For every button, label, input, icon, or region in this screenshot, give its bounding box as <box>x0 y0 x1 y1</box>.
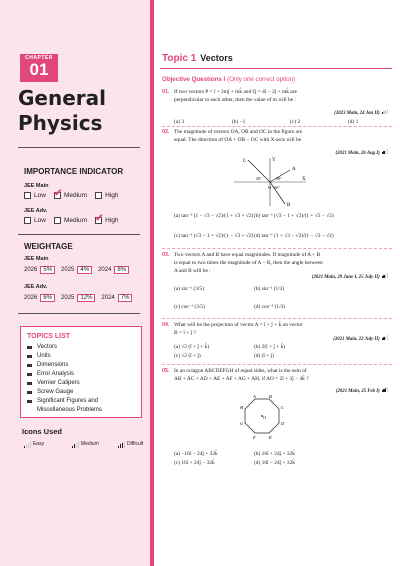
option-b[interactable]: (b) 2(î + ĵ + k̂) <box>254 344 286 350</box>
topic-item[interactable] <box>27 398 98 404</box>
option-label: Medium <box>63 192 88 199</box>
option-d[interactable]: (d) cos⁻¹ (1/3) <box>254 304 286 310</box>
option-label: Low <box>34 217 46 224</box>
bullet-icon <box>27 382 32 385</box>
question-reference <box>333 335 388 344</box>
option-label: Low <box>34 192 46 199</box>
figure-label: O <box>268 185 272 190</box>
question-line: In an octagon ABCDEFGH of equal sides, what is the sum of <box>174 368 307 374</box>
weightage-year: 2024 <box>98 267 112 273</box>
option-c[interactable]: (c) 2 <box>290 119 301 125</box>
figure-label: C <box>243 159 247 164</box>
question-line: A and B will be : <box>174 268 211 274</box>
question-number: 03. <box>162 252 170 258</box>
option-c[interactable]: (c) tan⁻¹ (√3 − 1 + √2)/(1 − √3 + √2) <box>174 233 254 239</box>
objective-note: (Only one correct option) <box>227 76 296 83</box>
topic-label: Significant Figures and <box>37 398 99 404</box>
difficulty-medium-icon <box>72 441 79 448</box>
reference-text: (2021 Main, 25 Feb I) <box>335 389 380 394</box>
option-b[interactable]: (b) tan⁻¹ (√3 − 1 + √2)/(1 + √3 − √2) <box>254 213 334 219</box>
topic-item[interactable] <box>27 380 80 386</box>
option-d[interactable]: (d) (î + ĵ) <box>254 353 274 359</box>
weightage-title: WEIGHTAGE <box>24 242 73 251</box>
difficulty-medium-icon <box>382 273 388 278</box>
topic-item[interactable] <box>27 371 74 377</box>
question-text <box>174 88 392 104</box>
question-5 <box>162 367 392 477</box>
figure-label: O <box>263 415 266 420</box>
topic-label: Units <box>37 353 51 359</box>
topics-list-title: TOPICS LIST <box>27 333 71 340</box>
question-reference <box>336 387 388 396</box>
weightage-year: 2024 <box>101 295 115 301</box>
figure-label: E <box>269 435 272 440</box>
topics-list-box <box>20 326 142 418</box>
chapter-badge <box>20 54 58 82</box>
topic-name: Vectors <box>200 53 233 63</box>
chapter-sidebar <box>0 0 150 566</box>
option-a[interactable]: (a) sin⁻¹ (3/5) <box>174 286 204 292</box>
bullet-icon <box>27 373 32 376</box>
question-number: 01. <box>162 89 170 95</box>
figure-label: D <box>281 421 285 426</box>
objective-heading <box>162 76 295 83</box>
topic-item[interactable] <box>27 353 51 359</box>
bullet-icon <box>27 400 32 403</box>
option-label: High <box>105 192 119 199</box>
chapter-title-line2: Physics <box>18 111 103 135</box>
bullet-icon <box>27 346 32 349</box>
figure-label: A <box>253 395 256 399</box>
topic-item-continued[interactable] <box>37 407 102 413</box>
icons-used-title: Icons Used <box>22 427 63 436</box>
weightage-value: 5% <box>40 266 55 274</box>
importance-title: IMPORTANCE INDICATOR <box>24 167 124 176</box>
figure-label: G <box>240 421 244 426</box>
weightage-value: 8% <box>114 266 129 274</box>
option-b[interactable]: (b) sin⁻¹ (1/3) <box>254 286 285 292</box>
chapter-title-line1: General <box>18 86 106 110</box>
checkbox-checked[interactable] <box>54 192 61 199</box>
importance-group-name: JEE Main <box>24 183 49 189</box>
sidebar-divider <box>150 0 154 566</box>
legend-label: Medium <box>80 441 99 448</box>
question-separator <box>162 126 392 127</box>
checkbox[interactable] <box>24 192 31 199</box>
question-line: is equal to two times the magnitude of A − B, then the angle between <box>174 260 323 266</box>
option-label: High <box>105 217 119 224</box>
checkbox-checked[interactable] <box>95 217 102 224</box>
figure-label: F <box>253 435 256 440</box>
question-reference <box>312 273 388 282</box>
weightage-year: 2026 <box>24 267 38 273</box>
chapter-number: 01 <box>29 60 49 79</box>
option-label: Medium <box>63 217 88 224</box>
topic-label: Screw Gauge <box>37 389 74 395</box>
question-line: Two vectors A and B have equal magnitudes. If magnitude of A + B <box>174 252 321 258</box>
option-a[interactable]: (a) tan⁻¹ (1 − √3 − √2)/(1 + √3 + √2) <box>174 213 254 219</box>
question-separator <box>162 248 392 249</box>
importance-row-main <box>24 192 126 199</box>
question-text <box>174 251 392 275</box>
topic-item[interactable] <box>27 344 57 350</box>
weightage-value: 6% <box>40 294 55 302</box>
question-line: The magnitude of vectors OA, OB and OC in the figure are <box>174 129 303 135</box>
figure-label: B <box>287 203 291 208</box>
question-3 <box>162 251 392 315</box>
option-c[interactable]: (c) 16î + 24ĵ − 32k̂ <box>174 460 215 466</box>
topic-label: Dimensions <box>37 362 69 368</box>
legend-easy <box>24 441 44 448</box>
checkbox[interactable] <box>24 217 31 224</box>
figure-label: 60° <box>274 185 280 190</box>
octagon-figure <box>232 395 292 443</box>
question-number: 02. <box>162 129 170 135</box>
reference-text: (2021 Main, 22 July II) <box>333 337 380 342</box>
option-d[interactable]: (d) 16î − 24ĵ + 32k̂ <box>254 460 295 466</box>
reference-text: (2021 Main, 29 June I, 25 July II) <box>311 275 380 280</box>
question-line: perpendicular to each other, then the value of m will be : <box>174 97 296 103</box>
question-separator <box>162 318 392 319</box>
weightage-year: 2026 <box>24 295 38 301</box>
bullet-icon <box>27 355 32 358</box>
weightage-value: 12% <box>77 294 95 302</box>
figure-label: X <box>302 177 306 182</box>
difficulty-hard-icon <box>118 441 125 448</box>
difficulty-medium-icon <box>382 335 388 340</box>
divider <box>18 147 140 148</box>
option-d[interactable]: (d) tan⁻¹ (1 + √3 − √2)/(1 − √3 − √2) <box>254 233 334 239</box>
question-4 <box>162 321 392 365</box>
weightage-value: 7% <box>118 294 133 302</box>
topic-heading <box>162 53 233 64</box>
question-number: 05. <box>162 368 170 374</box>
option-b[interactable]: (b) 16î + 24ĵ + 32k̂ <box>254 451 295 457</box>
question-line: If two vectors P = î + 2mĵ + mk̂ and Q = 4î − 2ĵ + mk̂ are <box>174 89 297 95</box>
importance-group-name: JEE Adv. <box>24 208 48 214</box>
weightage-year: 2025 <box>61 295 75 301</box>
reference-text: (2021 Main, 26 Aug I) <box>335 151 380 156</box>
question-reference <box>336 149 388 158</box>
legend-difficult <box>118 441 143 448</box>
weightage-row-main <box>24 266 135 274</box>
topic-label: Miscellaneous Problems <box>37 407 103 413</box>
figure-label: 45° <box>256 176 262 181</box>
weightage-row-adv <box>24 294 138 302</box>
difficulty-easy-icon <box>24 441 31 448</box>
option-b[interactable]: (b) −1 <box>232 119 246 125</box>
legend-medium <box>72 441 99 448</box>
question-line: What will be the projection of vector A = î + ĵ + k̂ on vector <box>174 322 303 328</box>
option-a[interactable]: (a) √2 (î + ĵ + k̂) <box>174 344 210 350</box>
divider <box>18 234 140 235</box>
divider <box>18 313 140 314</box>
bullet-icon <box>27 364 32 367</box>
question-1 <box>162 88 392 128</box>
topic-number: Topic 1 <box>162 53 197 64</box>
question-line: AB + AC + AD + AE + AF + AG + AH, if AO = 2î + 3ĵ − 4k̂ ? <box>174 376 309 382</box>
question-reference <box>334 109 388 118</box>
legend-label: Difficult <box>126 441 144 448</box>
difficulty-medium-icon <box>382 149 388 154</box>
importance-row-adv <box>24 217 126 224</box>
figure-label: H <box>240 405 244 410</box>
difficulty-hard-icon <box>382 387 388 392</box>
chapter-title <box>18 86 106 136</box>
vector-figure <box>230 156 310 208</box>
option-d[interactable]: (d) 1 <box>348 119 359 125</box>
chapter-label: CHAPTER <box>25 55 53 61</box>
option-c[interactable]: (c) √2 (î + ĵ) <box>174 353 201 359</box>
figure-label: C <box>281 405 285 410</box>
topic-label: Vernier Calipers <box>37 380 80 386</box>
weightage-value: 4% <box>77 266 92 274</box>
weightage-group-name: JEE Main <box>24 256 49 262</box>
figure-label: 30° <box>276 176 282 181</box>
figure-label: Y <box>272 158 276 163</box>
topic-label: Error Analysis <box>37 371 75 377</box>
topic-rule <box>160 68 392 69</box>
topic-item[interactable] <box>27 389 73 395</box>
checkbox[interactable] <box>95 192 102 199</box>
bullet-icon <box>27 391 32 394</box>
topic-label: Vectors <box>37 344 58 350</box>
option-c[interactable]: (c) cos⁻¹ (3/5) <box>174 304 205 310</box>
question-line: B = î + ĵ ? <box>174 330 196 336</box>
question-number: 04. <box>162 322 170 328</box>
objective-title: Objective Questions I <box>162 76 226 83</box>
question-2 <box>162 128 392 248</box>
question-text <box>174 128 392 144</box>
weightage-group-name: JEE Adv. <box>24 284 48 290</box>
option-a[interactable]: (a) −16î − 24ĵ + 32k̂ <box>174 451 218 457</box>
question-line: equal. The direction of OA + OB − OC with X-axis will be <box>174 137 302 143</box>
question-separator <box>162 364 392 365</box>
weightage-year: 2025 <box>61 267 75 273</box>
reference-text: (2023 Main, 24 Jan II) <box>334 111 380 116</box>
topic-item[interactable] <box>27 362 68 368</box>
figure-label: B <box>269 395 272 399</box>
option-a[interactable]: (a) 3 <box>174 119 185 125</box>
figure-label: A <box>292 167 296 172</box>
question-text <box>174 367 392 383</box>
legend-label: Easy <box>32 441 45 448</box>
difficulty-easy-icon <box>382 109 388 114</box>
checkbox[interactable] <box>54 217 61 224</box>
